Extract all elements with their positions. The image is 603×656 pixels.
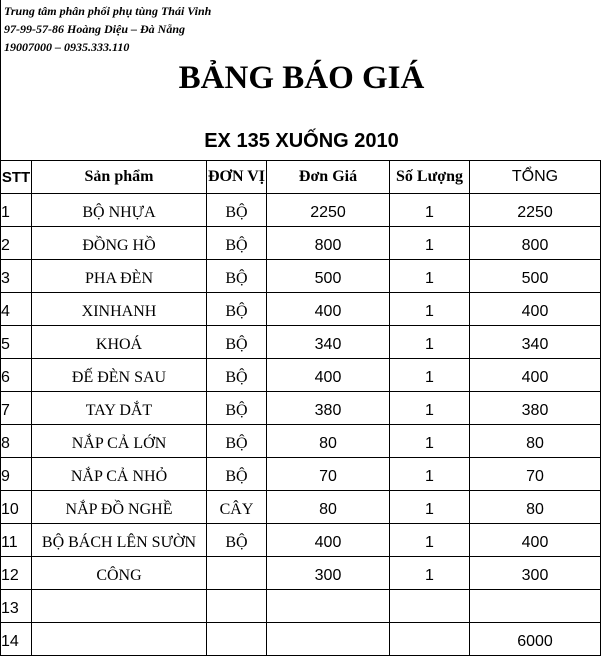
cell-quantity: 1: [390, 293, 470, 326]
column-header-price: Đơn Giá: [267, 161, 390, 194]
cell-unit: [207, 590, 267, 623]
table-row: [1, 194, 601, 227]
company-name: Trung tâm phân phối phụ tùng Thái Vinh: [4, 4, 212, 18]
cell-product: CÔNG: [32, 557, 207, 590]
cell-quantity: 1: [390, 557, 470, 590]
cell-product: KHOÁ: [32, 326, 207, 359]
cell-price: 400: [267, 524, 390, 557]
table-row: [1, 293, 601, 326]
column-header-stt: STT: [1, 161, 32, 194]
cell-price: 300: [267, 557, 390, 590]
cell-quantity: 1: [390, 194, 470, 227]
table-row: [1, 590, 601, 623]
cell-total: 400: [470, 524, 601, 557]
cell-quantity: 1: [390, 359, 470, 392]
cell-product: ĐỒNG HỒ: [32, 227, 207, 260]
cell-product: XINHANH: [32, 293, 207, 326]
column-header-product: Sản phẩm: [32, 161, 207, 194]
cell-unit: BỘ: [207, 524, 267, 557]
table-header-row: [1, 161, 601, 194]
cell-quantity: [390, 623, 470, 656]
page-title: BẢNG BÁO GIÁ: [178, 60, 425, 96]
cell-unit: BỘ: [207, 260, 267, 293]
cell-price: 70: [267, 458, 390, 491]
column-header-unit: ĐƠN VỊ: [207, 161, 267, 194]
cell-grand-total: 6000: [470, 623, 601, 656]
cell-price: [267, 590, 390, 623]
cell-product: [32, 590, 207, 623]
cell-total: 80: [470, 425, 601, 458]
cell-stt: 13: [1, 590, 32, 623]
cell-stt: 12: [1, 557, 32, 590]
cell-quantity: 1: [390, 260, 470, 293]
cell-total: 400: [470, 359, 601, 392]
table-row: [1, 458, 601, 491]
cell-price: 500: [267, 260, 390, 293]
cell-stt: 6: [1, 359, 32, 392]
table-row: [1, 392, 601, 425]
page-subtitle: EX 135 XUỐNG 2010: [204, 130, 399, 152]
cell-unit: BỘ: [207, 326, 267, 359]
cell-total: 300: [470, 557, 601, 590]
table-row: [1, 491, 601, 524]
cell-price: 340: [267, 326, 390, 359]
cell-price: 800: [267, 227, 390, 260]
cell-quantity: 1: [390, 524, 470, 557]
cell-quantity: 1: [390, 326, 470, 359]
cell-unit: BỘ: [207, 425, 267, 458]
cell-unit: BỘ: [207, 227, 267, 260]
cell-unit: BỘ: [207, 194, 267, 227]
cell-unit: BỘ: [207, 359, 267, 392]
cell-price: 400: [267, 293, 390, 326]
cell-unit: [207, 623, 267, 656]
cell-product: TAY DẮT: [32, 392, 207, 425]
cell-total: 2250: [470, 194, 601, 227]
cell-total: 340: [470, 326, 601, 359]
cell-product: [32, 623, 207, 656]
cell-quantity: [390, 590, 470, 623]
cell-unit: [207, 557, 267, 590]
cell-total: 380: [470, 392, 601, 425]
cell-price: 2250: [267, 194, 390, 227]
cell-total: 400: [470, 293, 601, 326]
cell-price: 400: [267, 359, 390, 392]
cell-stt: 14: [1, 623, 32, 656]
cell-stt: 2: [1, 227, 32, 260]
cell-total: 70: [470, 458, 601, 491]
cell-product: NẮP CẢ LỚN: [32, 425, 207, 458]
cell-unit: BỘ: [207, 458, 267, 491]
price-table: [0, 160, 601, 656]
cell-stt: 3: [1, 260, 32, 293]
column-header-quantity: Số Lượng: [390, 161, 470, 194]
cell-quantity: 1: [390, 491, 470, 524]
cell-price: 380: [267, 392, 390, 425]
cell-total: 500: [470, 260, 601, 293]
cell-total: 80: [470, 491, 601, 524]
cell-product: PHA ĐÈN: [32, 260, 207, 293]
cell-price: 80: [267, 491, 390, 524]
cell-stt: 10: [1, 491, 32, 524]
cell-price: [267, 623, 390, 656]
cell-product: BỘ NHỰA: [32, 194, 207, 227]
cell-product: BỘ BÁCH LÊN SƯỜN: [32, 524, 207, 557]
cell-unit: CÂY: [207, 491, 267, 524]
cell-stt: 4: [1, 293, 32, 326]
table-row: [1, 326, 601, 359]
cell-stt: 8: [1, 425, 32, 458]
cell-product: NẮP ĐỒ NGHỀ: [32, 491, 207, 524]
table-row: [1, 557, 601, 590]
cell-stt: 7: [1, 392, 32, 425]
cell-quantity: 1: [390, 227, 470, 260]
table-row: [1, 425, 601, 458]
cell-quantity: 1: [390, 458, 470, 491]
table-row-grand-total: [1, 623, 601, 656]
cell-price: 80: [267, 425, 390, 458]
table-row: [1, 524, 601, 557]
column-header-total: TỔNG: [470, 161, 601, 194]
company-phone: 19007000 – 0935.333.110: [4, 40, 130, 54]
table-row: [1, 260, 601, 293]
cell-quantity: 1: [390, 392, 470, 425]
cell-unit: BỘ: [207, 293, 267, 326]
company-address: 97-99-57-86 Hoàng Diệu – Đà Nẵng: [4, 22, 186, 36]
cell-stt: 11: [1, 524, 32, 557]
cell-product: ĐẾ ĐÈN SAU: [32, 359, 207, 392]
cell-total: 800: [470, 227, 601, 260]
cell-quantity: 1: [390, 425, 470, 458]
table-row: [1, 359, 601, 392]
cell-stt: 9: [1, 458, 32, 491]
table-row: [1, 227, 601, 260]
cell-total: [470, 590, 601, 623]
cell-stt: 1: [1, 194, 32, 227]
cell-unit: BỘ: [207, 392, 267, 425]
cell-product: NẮP CẢ NHỎ: [32, 458, 207, 491]
cell-stt: 5: [1, 326, 32, 359]
company-header: [4, 2, 211, 56]
